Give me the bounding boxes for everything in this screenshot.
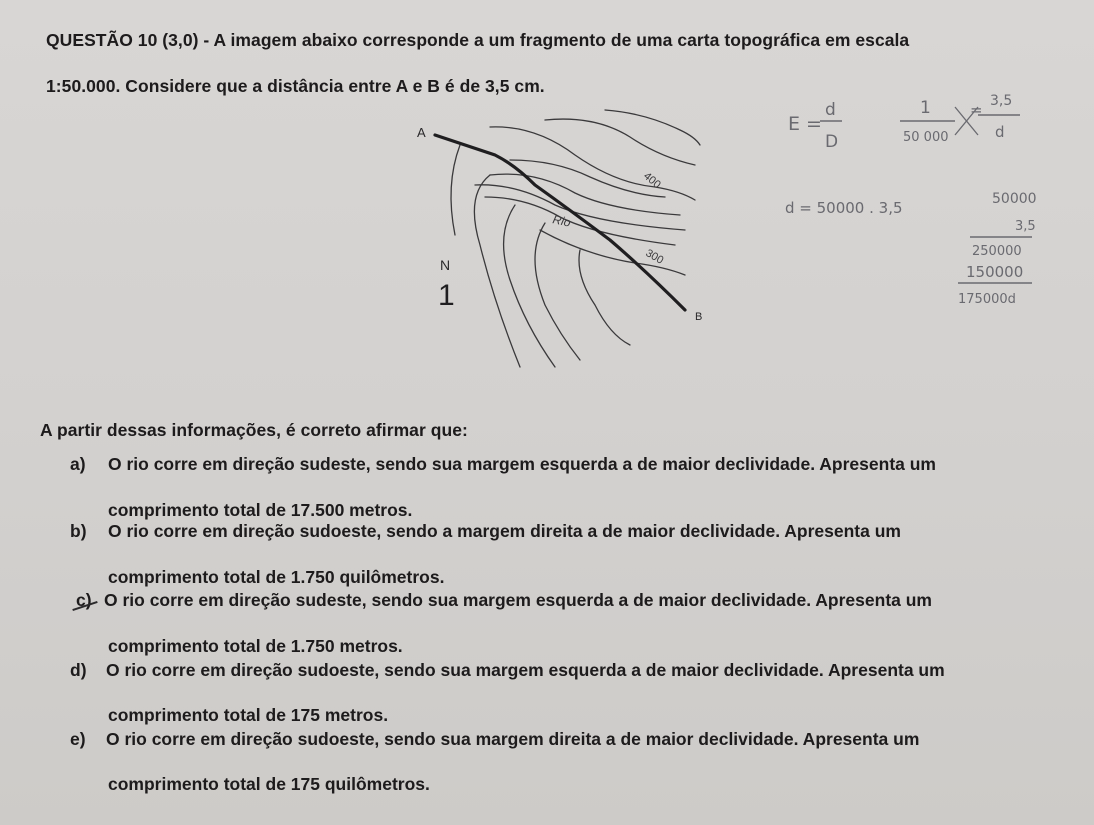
hand-ratio-den: 50 000: [903, 130, 949, 145]
option-a-line2: comprimento total de 17.500 metros.: [108, 500, 413, 520]
option-e-line2: comprimento total de 175 quilômetros.: [108, 774, 430, 794]
contour-label-300: 300: [643, 247, 666, 267]
contour-line: [540, 230, 685, 275]
option-b-line2: comprimento total de 1.750 quilômetros.: [108, 567, 445, 587]
option-e-letter: e): [70, 729, 86, 749]
contour-line: [474, 175, 520, 367]
contour-line: [504, 205, 555, 367]
topographic-map: [395, 105, 715, 375]
map-label-a: A: [417, 125, 426, 140]
north-letter: N: [440, 257, 451, 273]
contour-line: [485, 197, 675, 245]
option-c-letter: c): [76, 590, 92, 610]
hand-mult-top: 50000: [992, 191, 1037, 207]
hand-calc-line: d = 50000 . 3,5: [785, 199, 903, 217]
contour-line: [451, 145, 460, 235]
contour-line: [490, 127, 695, 200]
contour-line: [535, 223, 580, 360]
contour-label-400: 400: [641, 170, 663, 192]
option-b-letter: b): [70, 521, 87, 541]
hand-partial2: 150000: [966, 263, 1024, 281]
hand-partial1: 250000: [972, 244, 1022, 259]
option-d-line1: O rio corre em direção sudoeste, sendo sua margem esquerda a de maior declividade. Apresenta um: [106, 660, 945, 680]
contour-line: [579, 250, 630, 345]
question-title: QUESTÃO 10 (3,0) - A imagem abaixo corresponde a um fragmento de uma carta topográfica em escala: [46, 30, 910, 50]
hand-eq: =: [970, 101, 983, 119]
hand-ratio-num: 1: [920, 98, 931, 118]
hand-ratio2-den: d: [995, 123, 1005, 141]
hand-mult-by: 3,5: [1015, 219, 1036, 234]
hand-formula-e: E =: [788, 113, 822, 135]
option-e-line1: O rio corre em direção sudoeste, sendo sua margem direita a de maior declividade. Apresenta um: [106, 729, 920, 749]
handwritten-notes: [770, 85, 1060, 325]
option-b-line1: O rio corre em direção sudoeste, sendo a margem direita a de maior declividade. Apresenta um: [108, 521, 901, 541]
hand-formula-den: D: [825, 132, 839, 152]
hand-formula-num: d: [825, 100, 836, 120]
map-label-b: B: [695, 311, 703, 323]
map-label-rio: Rio: [551, 212, 572, 230]
hand-result: 175000d: [958, 292, 1016, 307]
option-c-line1: O rio corre em direção sudeste, sendo sua margem esquerda a de maior declividade. Apresenta um: [104, 590, 932, 610]
option-d-line2: comprimento total de 175 metros.: [108, 705, 389, 725]
hand-ratio2-num: 3,5: [990, 93, 1013, 109]
option-c-line2: comprimento total de 1.750 metros.: [108, 636, 403, 656]
contour-line: [605, 110, 700, 145]
option-a-letter: a): [70, 454, 86, 474]
north-arrow-icon: 1: [438, 279, 455, 312]
question-intro: A partir dessas informações, é correto afirmar que:: [40, 420, 468, 440]
option-a-line1: O rio corre em direção sudeste, sendo sua margem esquerda a de maior declividade. Apresenta um: [108, 454, 936, 474]
option-d-letter: d): [70, 660, 87, 680]
question-title-line2: 1:50.000. Considere que a distância entre A e B é de 3,5 cm.: [46, 76, 545, 96]
